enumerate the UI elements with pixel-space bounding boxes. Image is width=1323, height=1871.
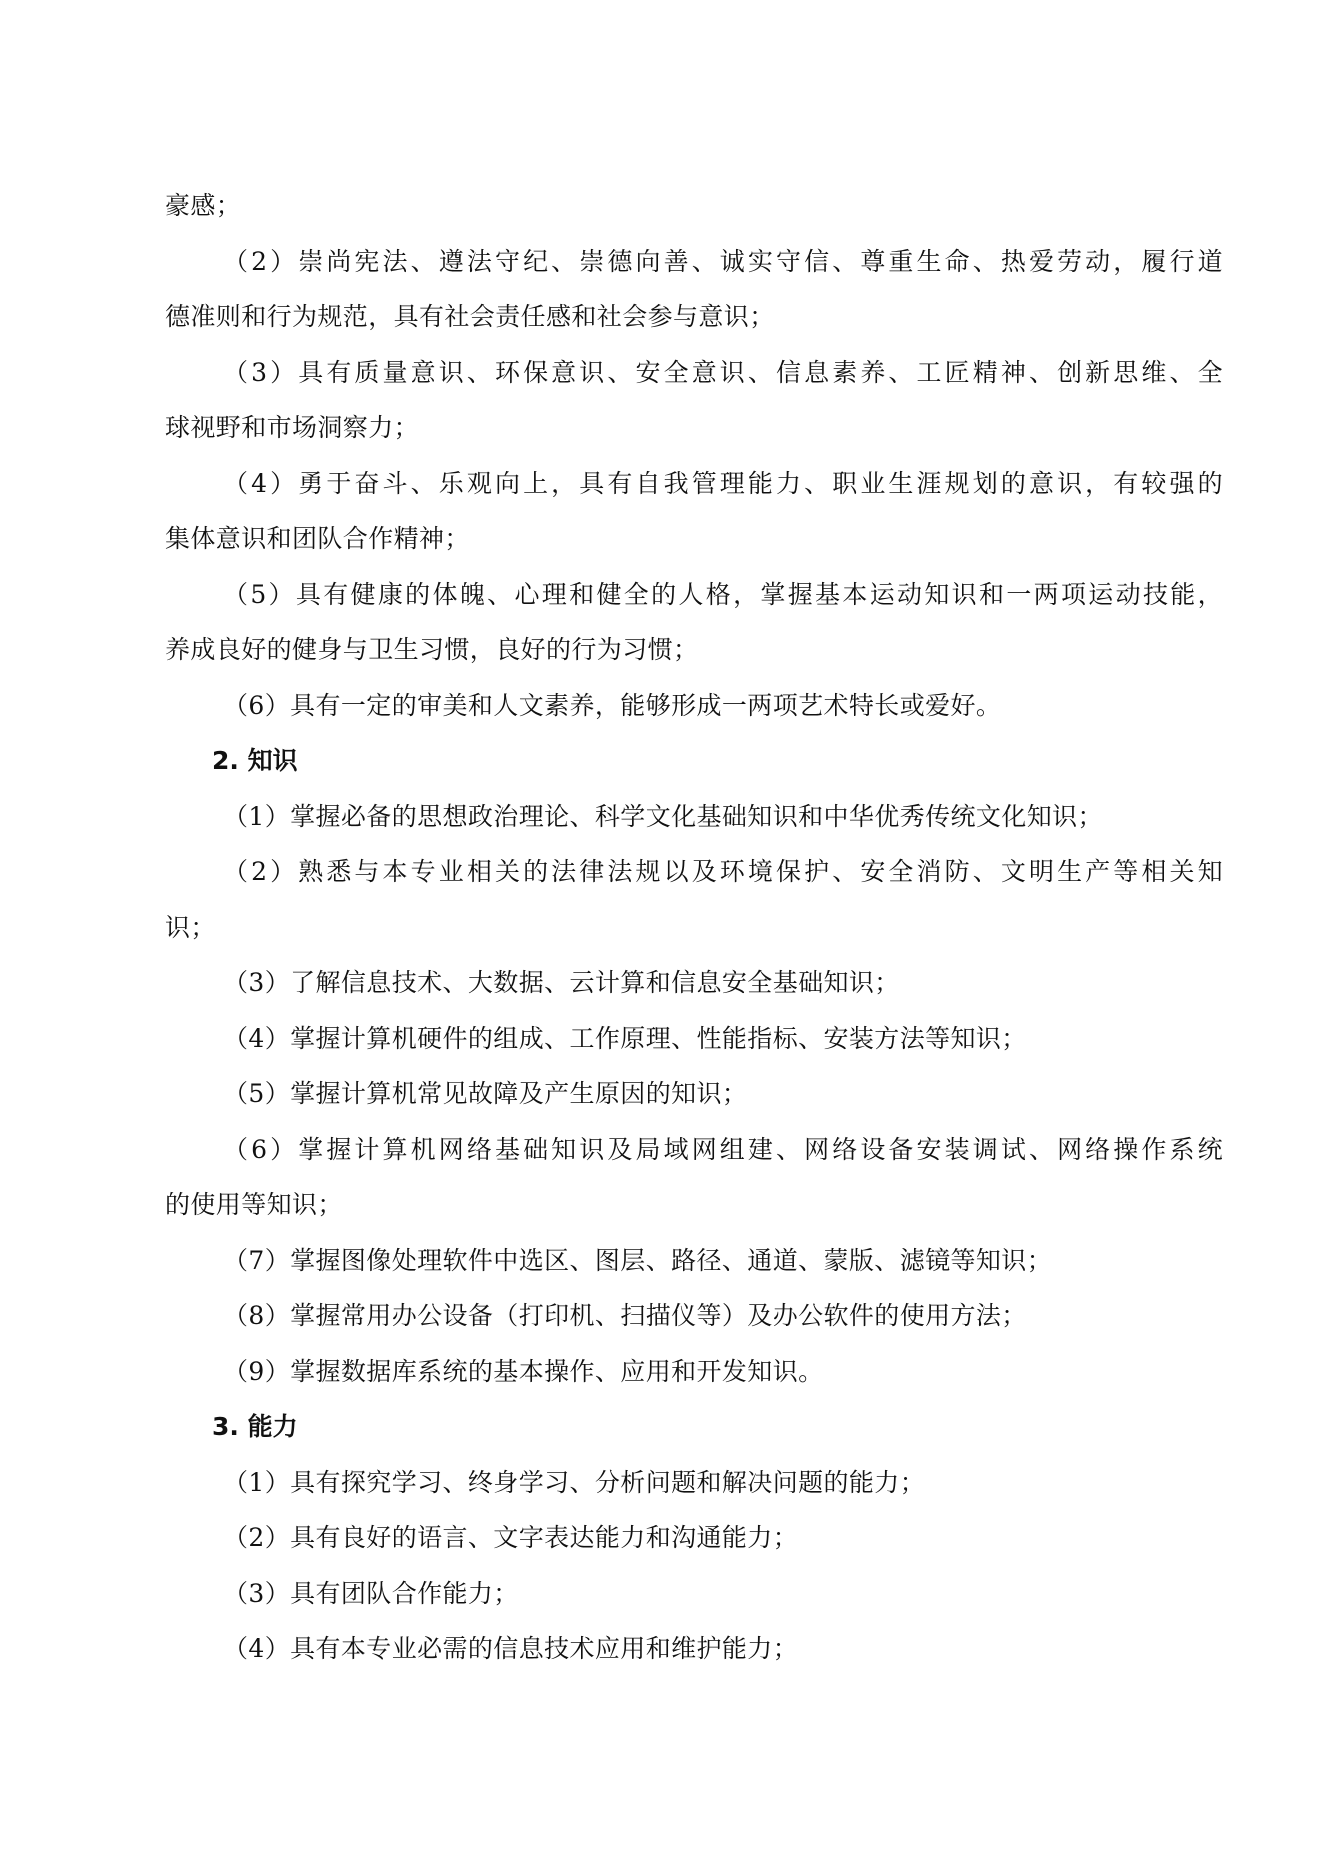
list-item-continuation: 的使用等知识； — [165, 1190, 343, 1219]
list-item-line: （2）熟悉与本专业相关的法律法规以及环境保护、安全消防、文明生产等相关知 — [223, 857, 1223, 886]
section-heading-knowledge: 2. 知识 — [212, 746, 298, 775]
list-item-line: （8）掌握常用办公设备（打印机、扫描仪等）及办公软件的使用方法； — [223, 1301, 1027, 1330]
list-item-line: （6）具有一定的审美和人文素养，能够形成一两项艺术特长或爱好。 — [223, 690, 1002, 720]
paragraph-continuation: 豪感； — [165, 191, 242, 220]
list-item-line: （1）掌握必备的思想政治理论、科学文化基础知识和中华优秀传统文化知识； — [223, 801, 1103, 831]
document-body — [165, 178, 1223, 1677]
list-item-line: （1）具有探究学习、终身学习、分析问题和解决问题的能力； — [223, 1467, 926, 1497]
list-item-continuation: 球视野和市场洞察力； — [165, 413, 420, 442]
list-item-line: （3）了解信息技术、大数据、云计算和信息安全基础知识； — [223, 968, 900, 997]
list-item-line: （2）具有良好的语言、文字表达能力和沟通能力； — [223, 1523, 799, 1552]
list-item-line: （5）掌握计算机常见故障及产生原因的知识； — [223, 1079, 748, 1108]
list-item-continuation: 识； — [165, 912, 216, 942]
list-item-line: （4）掌握计算机硬件的组成、工作原理、性能指标、安装方法等知识； — [223, 1023, 1027, 1053]
list-item-line: （9）掌握数据库系统的基本操作、应用和开发知识。 — [223, 1356, 824, 1386]
list-item-line: （2）崇尚宪法、遵法守纪、崇德向善、诚实守信、尊重生命、热爱劳动，履行道 — [223, 246, 1223, 276]
list-item-line: （6）掌握计算机网络基础知识及局域网组建、网络设备安装调试、网络操作系统 — [223, 1134, 1223, 1164]
section-heading-ability: 3. 能力 — [212, 1412, 298, 1441]
list-item-line: （4）勇于奋斗、乐观向上，具有自我管理能力、职业生涯规划的意识，有较强的 — [223, 468, 1223, 498]
list-item-continuation: 集体意识和团队合作精神； — [165, 524, 470, 553]
list-item-line: （4）具有本专业必需的信息技术应用和维护能力； — [223, 1634, 799, 1663]
list-item-line: （5）具有健康的体魄、心理和健全的人格，掌握基本运动知识和一两项运动技能， — [223, 579, 1223, 609]
list-item-line: （3）具有质量意识、环保意识、安全意识、信息素养、工匠精神、创新思维、全 — [223, 357, 1223, 387]
list-item-continuation: 德准则和行为规范，具有社会责任感和社会参与意识； — [165, 302, 775, 331]
list-item-continuation: 养成良好的健身与卫生习惯，良好的行为习惯； — [165, 635, 699, 664]
list-item-line: （3）具有团队合作能力； — [223, 1578, 519, 1608]
list-item-line: （7）掌握图像处理软件中选区、图层、路径、通道、蒙版、滤镜等知识； — [223, 1245, 1053, 1275]
